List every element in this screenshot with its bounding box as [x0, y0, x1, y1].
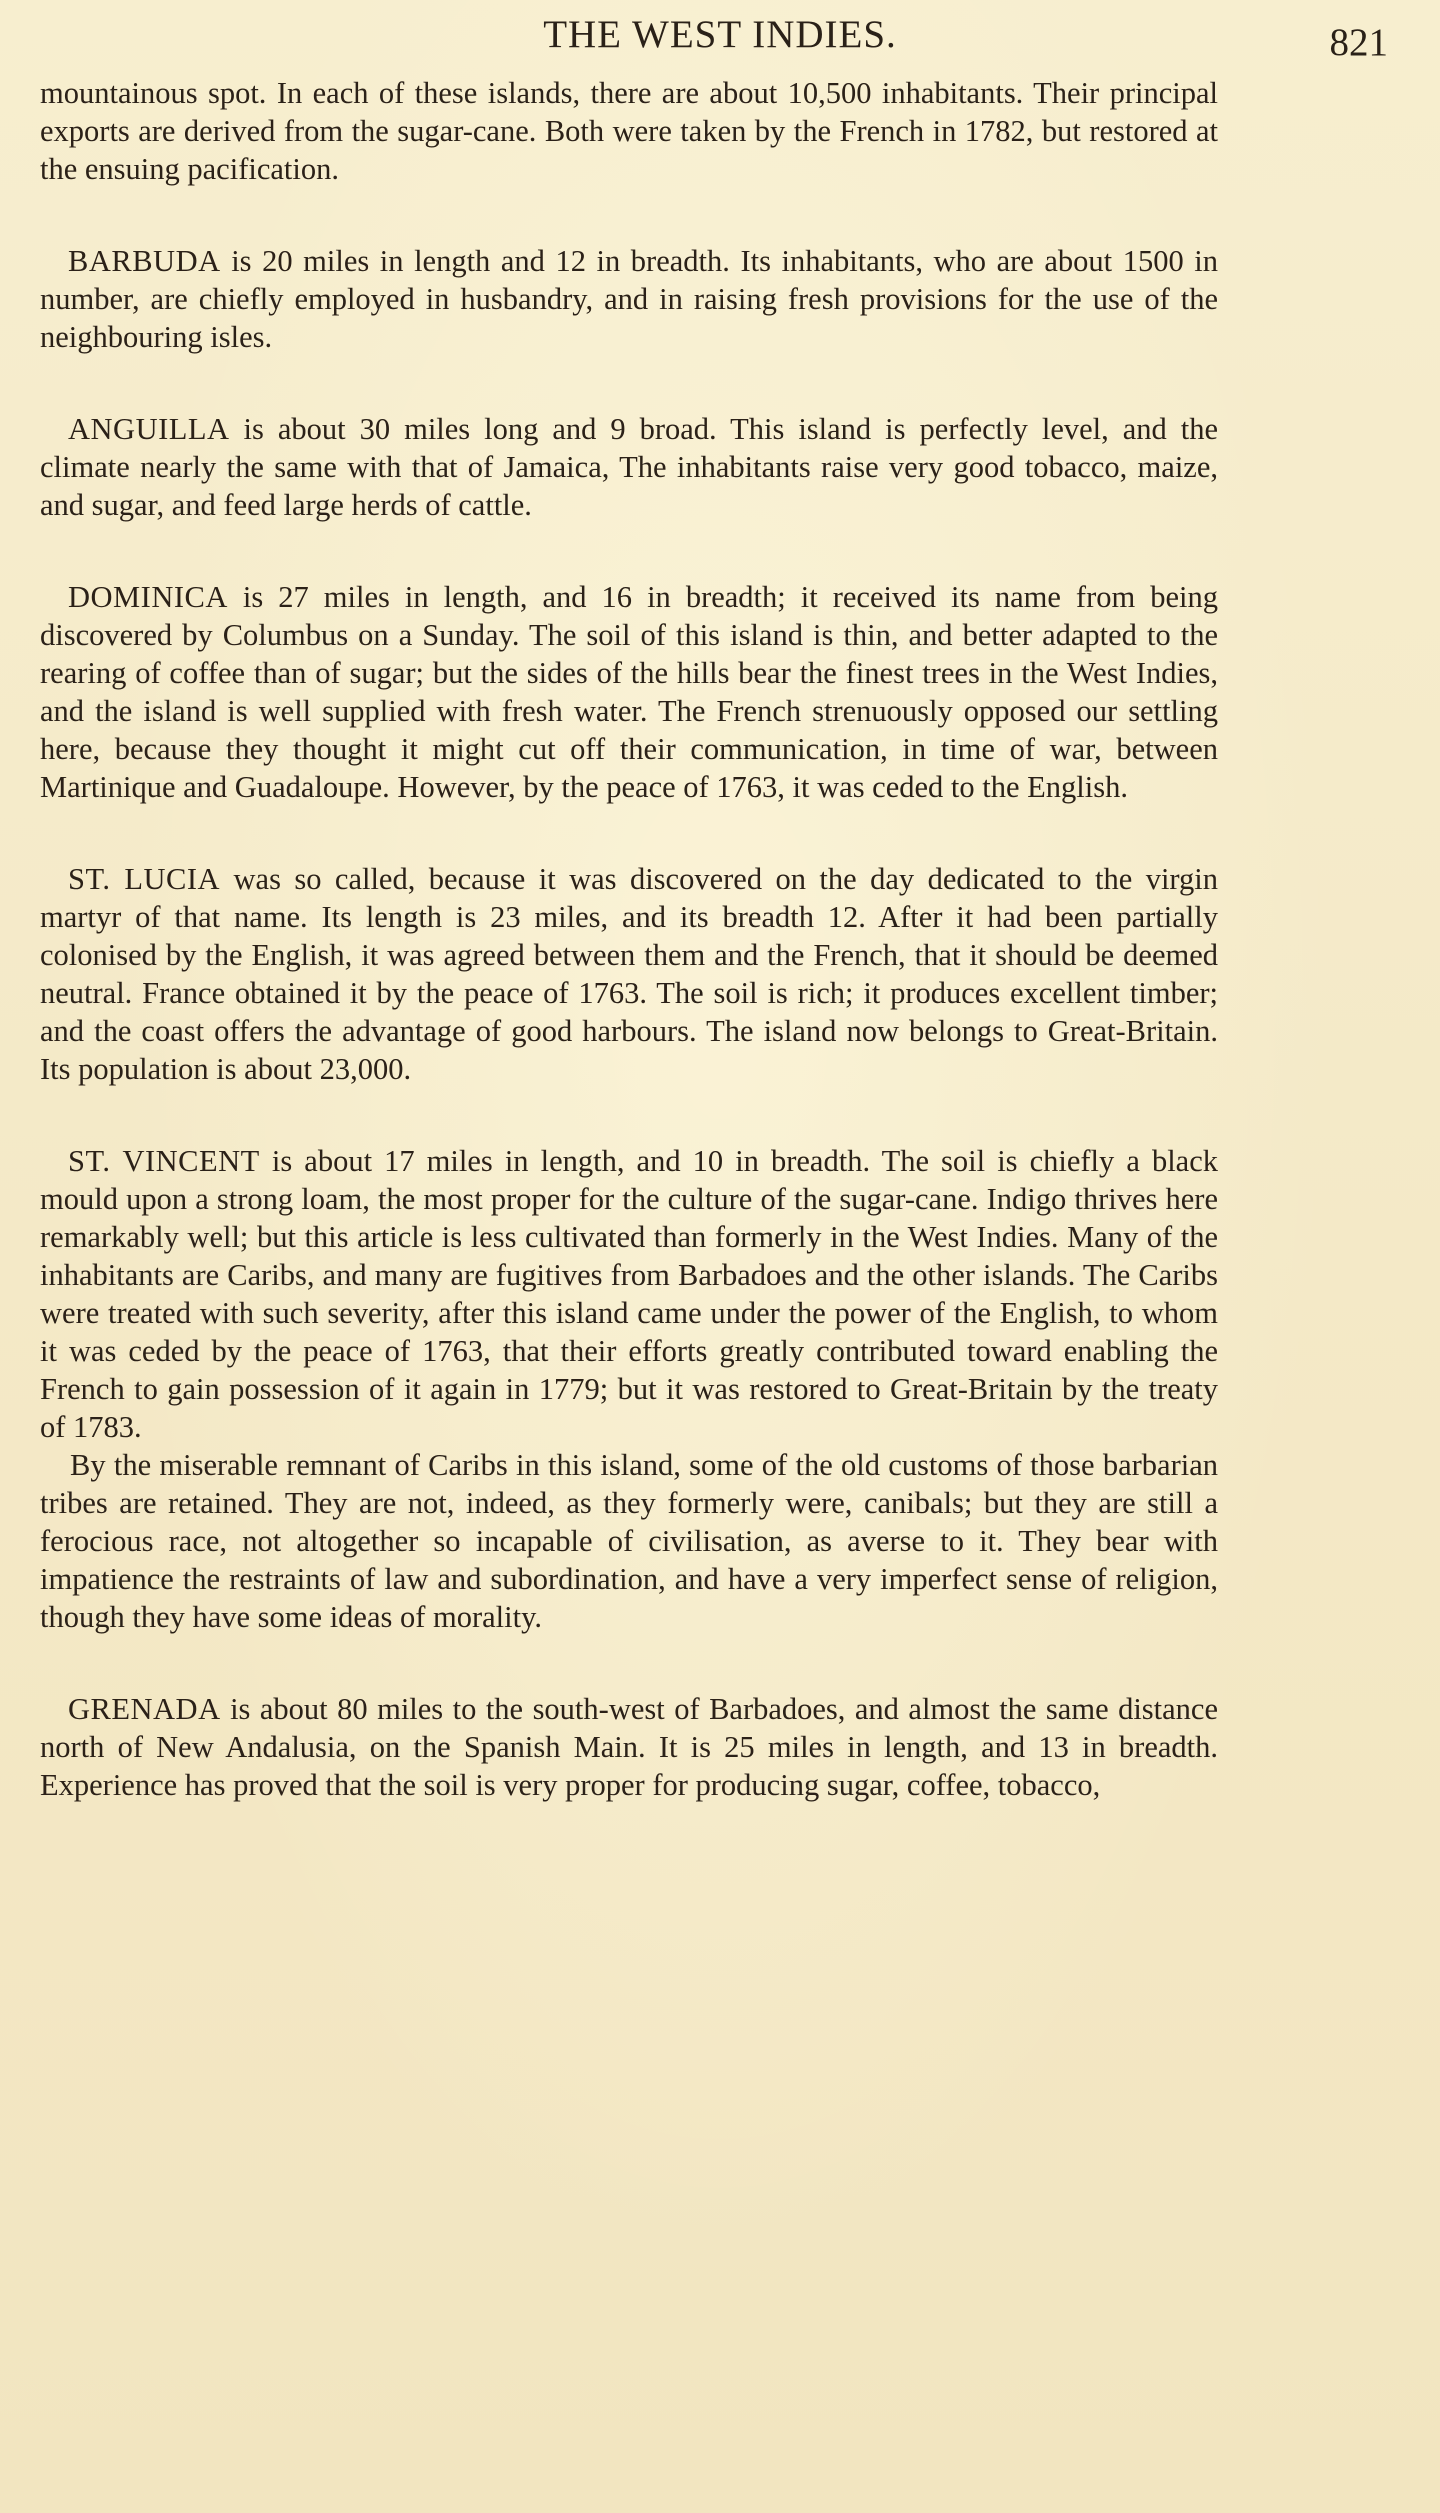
running-head: THE WEST INDIES. [543, 13, 897, 56]
paragraph-lead: ST. VINCENT [68, 1144, 260, 1178]
paragraph-text: is about 30 miles long and 9 broad. This island is perfectly level, and the climate nearly the same with that of Jamaica, The inhabitants raise very good tobacco, maize, and sugar, and feed large herds of cattle. [40, 412, 1218, 522]
paragraph-st-vincent [40, 1142, 1218, 1446]
paragraph-barbuda [40, 242, 1218, 356]
paragraph-lead: GRENADA [68, 1692, 221, 1726]
paragraph-continued [40, 74, 1218, 188]
paragraph-caribs [40, 1446, 1218, 1636]
paragraph-text: is 20 miles in length and 12 in breadth. Its inhabitants, who are about 1500 in number, are chiefly employed in husbandry, and in raising fresh provisions for the use of the neighbouring isles. [40, 244, 1218, 354]
page-header [0, 8, 1440, 64]
paragraph-lead: BARBUDA [68, 244, 221, 278]
paragraph-text: By the miserable remnant of Caribs in this island, some of the old customs of those barbarian tribes are retained. They are not, indeed, as they formerly were, canibals; but they are still a ferocious race, not altogether so incapable of civilisation, as averse to it. They bear with impatience the restraints of law and subordination, and have a very imperfect sense of religion, though they have some ideas of morality. [40, 1448, 1218, 1634]
paragraph-st-lucia [40, 860, 1218, 1088]
paragraph-grenada [40, 1690, 1218, 1804]
page-number: 821 [1329, 21, 1388, 64]
paragraph-lead: ST. LUCIA [68, 862, 221, 896]
paragraph-text: is 27 miles in length, and 16 in breadth; it received its name from being discovered by Columbus on a Sunday. The soil of this island is thin, and better adapted to the rearing of coffee than of sugar; but the sides of the hills bear the finest trees in the West Indies, and the island is well supplied with fresh water. The French strenuously opposed our settling here, because they thought it might cut off their communication, in time of war, between Martinique and Guadaloupe. However, by the peace of 1763, it was ceded to the English. [40, 580, 1218, 804]
paragraph-dominica [40, 578, 1218, 806]
paragraph-text: is about 17 miles in length, and 10 in breadth. The soil is chiefly a black mould upon a strong loam, the most proper for the culture of the sugar-cane. Indigo thrives here remarkably well; but this article is less cultivated than formerly in the West Indies. Many of the inhabitants are Caribs, and many are fugitives from Barbadoes and the other islands. The Caribs were treated with such severity, after this island came under the power of the English, to whom it was ceded by the peace of 1763, that their efforts greatly contributed toward enabling the French to gain possession of it again in 1779; but it was restored to Great-Britain by the treaty of 1783. [40, 1144, 1218, 1444]
paragraph-text: was so called, because it was discovered on the day dedicated to the virgin martyr of that name. Its length is 23 miles, and its breadth 12. After it had been partially colonised by the English, it was agreed between them and the French, that it should be deemed neutral. France obtained it by the peace of 1763. The soil is rich; it produces excellent timber; and the coast offers the advantage of good harbours. The island now belongs to Great-Britain. Its population is about 23,000. [40, 862, 1219, 1086]
paragraph-anguilla [40, 410, 1218, 524]
paragraph-lead: DOMINICA [68, 580, 228, 614]
paragraph-lead: ANGUILLA [68, 412, 230, 446]
paragraph-text: mountainous spot. In each of these islands, there are about 10,500 inhabitants. Their principal exports are derived from the sugar-cane. Both were taken by the French in 1782, but restored at the ensuing pacification. [40, 76, 1218, 186]
body-text [40, 74, 1218, 1804]
paragraph-text: is about 80 miles to the south-west of Barbadoes, and almost the same distance north of New Andalusia, on the Spanish Main. It is 25 miles in length, and 13 in breadth. Experience has proved that the soil is very proper for producing sugar, coffee, tobacco, [40, 1692, 1218, 1802]
